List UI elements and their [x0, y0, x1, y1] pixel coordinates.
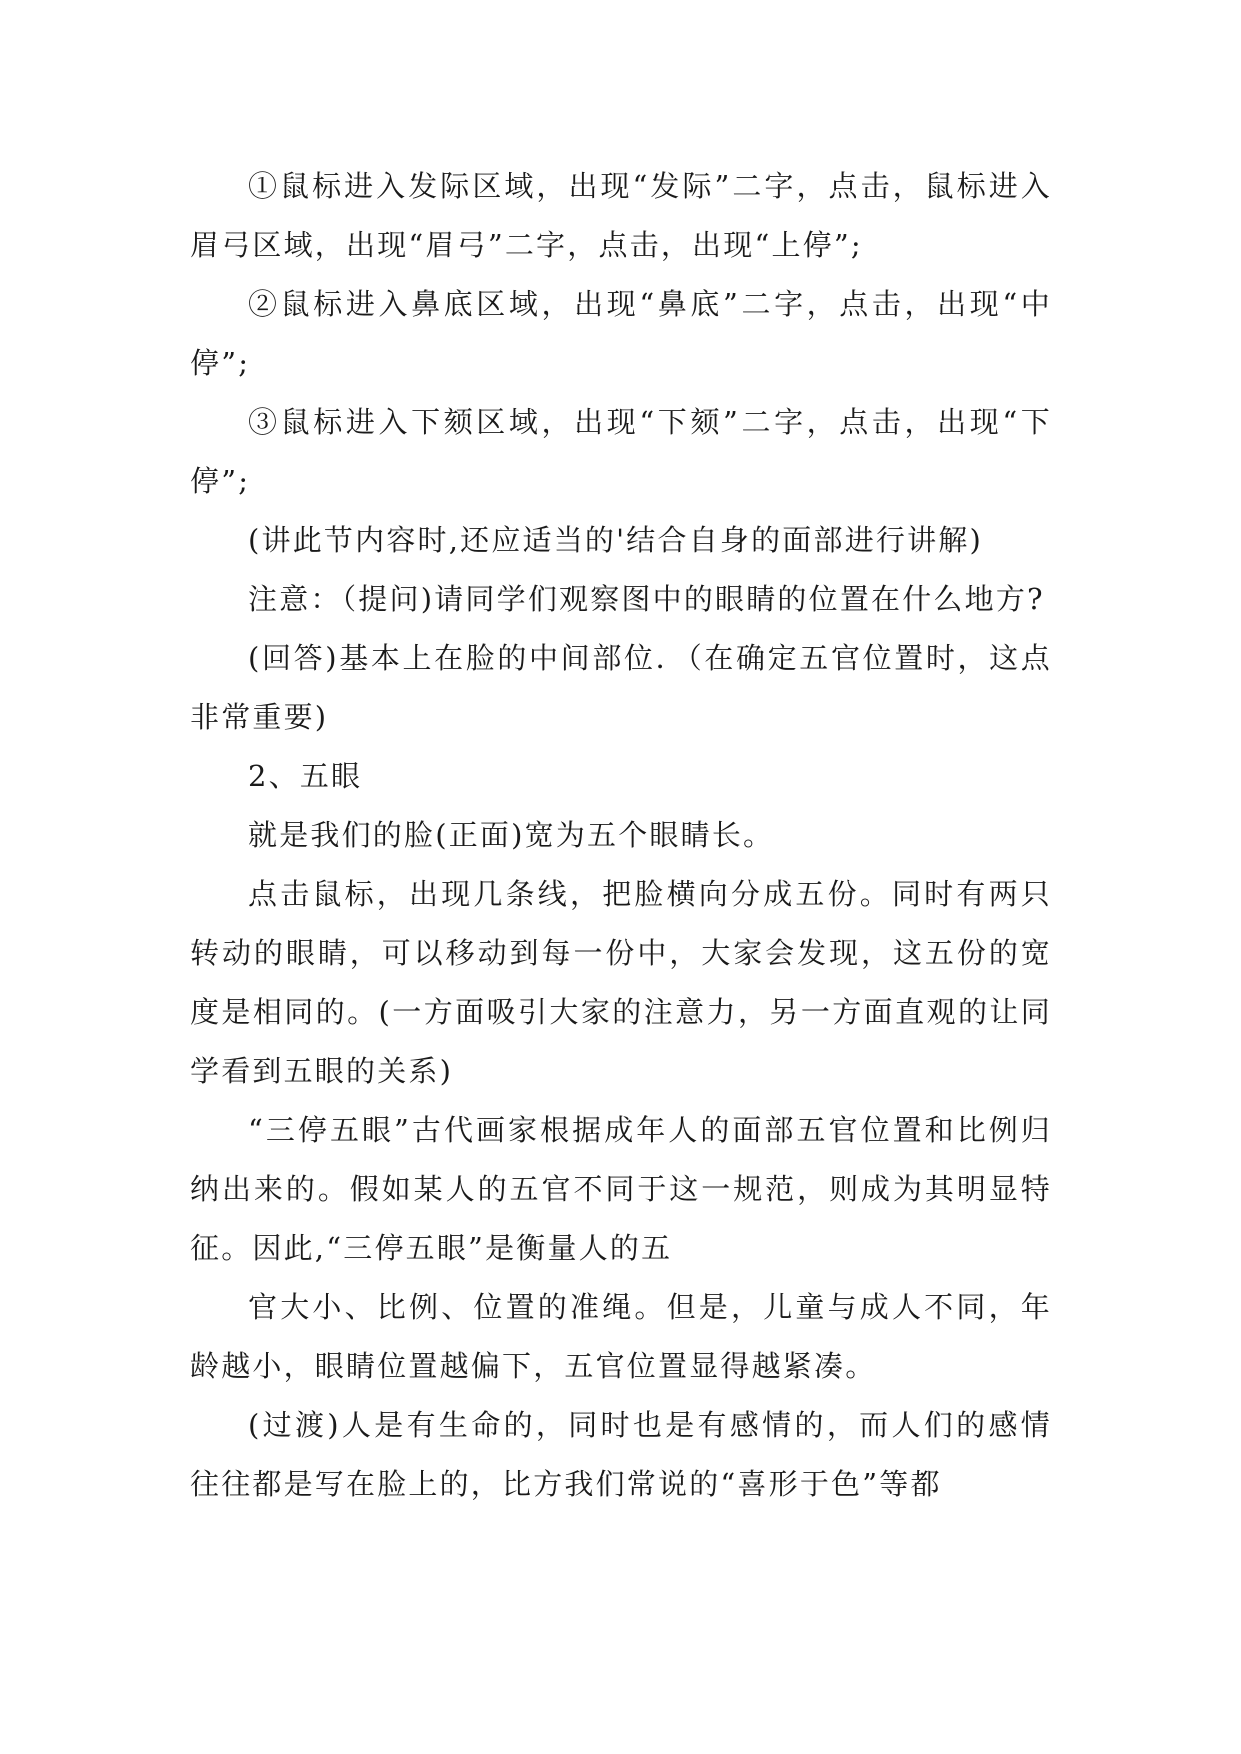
- paragraph-five-eyes-demo: 点击鼠标，出现几条线，把脸横向分成五份。同时有两只转动的眼睛，可以移动到每一份中，大家会发现，这五份的宽度是相同的。(一方面吸引大家的注意力，另一方面直观的让同学看到五眼的关系): [190, 877, 1052, 1088]
- paragraph-answer: (回答)基本上在脸的中间部位．（在确定五官位置时，这点非常重要): [190, 641, 1052, 734]
- paragraph-children-proportions: 官大小、比例、位置的准绳。但是，儿童与成人不同，年龄越小，眼睛位置越偏下，五官位置显得越紧凑。: [190, 1290, 1052, 1383]
- paragraph-transition: (过渡)人是有生命的，同时也是有感情的，而人们的感情往往都是写在脸上的，比方我们常说的“喜形于色”等都: [190, 1408, 1052, 1501]
- section-heading-five-eyes: 2、五眼: [248, 759, 363, 793]
- paragraph-upper-court-steps: ①鼠标进入发际区域，出现“发际”二字，点击，鼠标进入眉弓区域，出现“眉弓”二字，点击，出现“上停”;: [190, 169, 1052, 262]
- paragraph-five-eyes-definition: 就是我们的脸(正面)宽为五个眼睛长。: [248, 818, 775, 852]
- document-body: [190, 157, 1052, 1514]
- paragraph-lower-court-steps: ③鼠标进入下颏区域，出现“下颏”二字，点击，出现“下停”;: [190, 405, 1052, 498]
- paragraph-attention-question: 注意：（提问)请同学们观察图中的眼睛的位置在什么地方?: [248, 582, 1045, 616]
- paragraph-three-courts-five-eyes: “三停五眼”古代画家根据成年人的面部五官位置和比例归纳出来的。假如某人的五官不同于这一规范，则成为其明显特征。因此,“三停五眼”是衡量人的五: [190, 1113, 1052, 1265]
- paragraph-middle-court-steps: ②鼠标进入鼻底区域，出现“鼻底”二字，点击，出现“中停”;: [190, 287, 1052, 380]
- paragraph-teaching-note: (讲此节内容时,还应适当的'结合自身的面部进行讲解): [248, 523, 984, 557]
